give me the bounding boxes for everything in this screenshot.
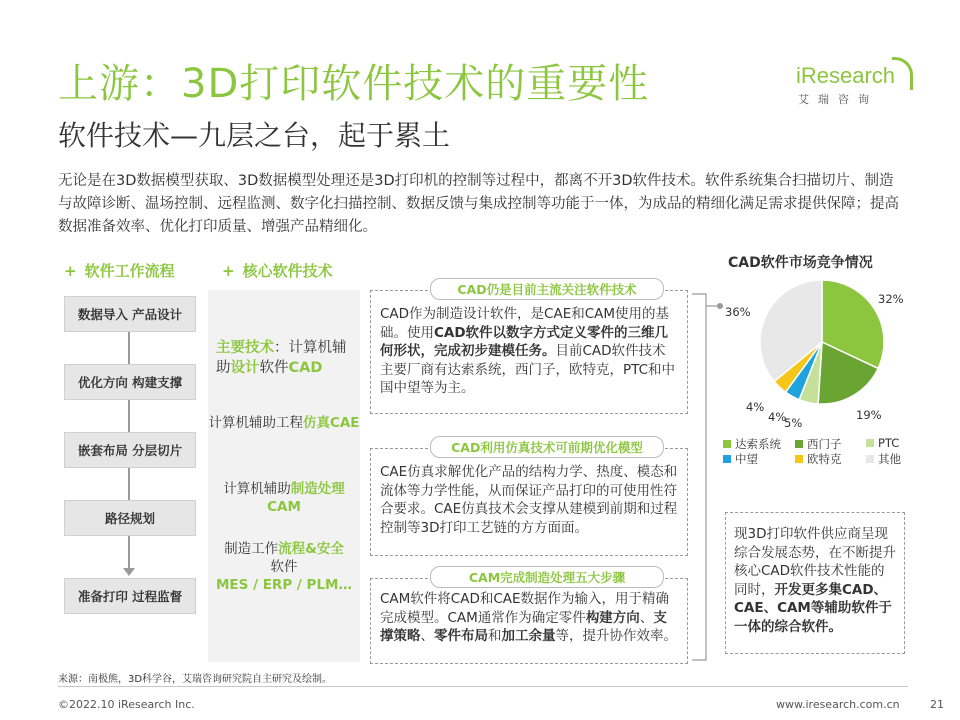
core-flow-highlight: 流程&安全	[278, 541, 344, 557]
cae-box	[370, 448, 688, 556]
legend-swatch	[795, 455, 803, 463]
legend-swatch	[795, 440, 803, 448]
summary-text-1: 现3D打印软件供应商呈现综合发展态势，在不断提升核心CAD软件技术性能的同时，	[734, 526, 896, 598]
cad-tag: CAD仍是目前主流关注软件技术	[430, 278, 664, 300]
legend-siemens	[795, 436, 842, 452]
bracket-connector	[688, 290, 728, 665]
legend-label: 达索系统	[735, 437, 781, 451]
legend-swatch	[866, 455, 874, 463]
workflow-heading-text: 软件工作流程	[84, 262, 175, 280]
cam-bold-2: 支撑策略	[380, 609, 667, 644]
pie-label-siemens: 19%	[856, 408, 882, 422]
cam-text-2: 等，提升协作效率。	[555, 628, 677, 644]
summary-bold: 开发更多集CAD、CAE、CAM等辅助软件于一体的综合软件。	[734, 581, 892, 635]
cam-box	[370, 578, 688, 664]
core-main-text: ：计算机辅助	[216, 340, 347, 376]
logo-swoosh-icon	[892, 57, 913, 90]
arrow-down-icon	[123, 568, 135, 576]
core-main-cad: CAD	[288, 360, 323, 376]
pie-label-others: 36%	[725, 305, 751, 319]
pie-label-zwsoft: 4%	[746, 400, 765, 414]
summary-box	[725, 512, 905, 654]
core-flow-text: 制造工作	[224, 541, 279, 557]
cam-tag: CAM完成制造处理五大步骤	[430, 566, 664, 588]
core-cae-text: 计算机辅助工程	[208, 415, 303, 431]
legend-autodesk	[795, 451, 842, 467]
legend-swatch	[866, 439, 874, 447]
legend-label: 其他	[878, 452, 901, 466]
pie-label-dassault: 32%	[878, 292, 904, 306]
core-heading	[222, 260, 333, 281]
workflow-step: 路径规划	[64, 500, 196, 536]
footer-divider	[58, 686, 908, 687]
legend-label: 中望	[735, 452, 758, 466]
core-cam-text: 计算机辅助	[223, 481, 291, 497]
core-main-tech	[216, 338, 356, 378]
pie-label-autodesk: 4%	[768, 410, 787, 424]
cam-sep-1: 、	[639, 609, 654, 626]
intro-paragraph: 无论是在3D数据模型获取、3D数据模型处理还是3D打印机的控制等过程中，都离不开3D软件技术。软件系统集合扫描切片、制造与故障诊断、温场控制、远程监测、数字化扫描控制、数据反馈与集成控制等功能于一体，为成品的精细化满足需求提供保障；提高数据准备效率、优化打印质量、增强产品精细化。	[58, 173, 899, 235]
workflow-step: 准备打印 过程监督	[64, 578, 196, 614]
cae-box-text: CAE仿真求解优化产品的结构力学、热度、模态和流体等力学性能，从而保证产品打印的可使用性符合要求。CAE仿真技术会支撑从建模到前期和过程控制等3D打印工艺链的方方面面。	[380, 464, 678, 536]
logo-word: iResearch	[796, 63, 896, 88]
pie-title: CAD软件市场竞争情况	[728, 255, 873, 271]
iresearch-logo	[788, 55, 912, 111]
legend-zwsoft	[723, 451, 758, 467]
core-main-highlight: 设计	[230, 360, 260, 376]
cam-bold-1: 构建方向	[585, 609, 640, 626]
cad-text-2: 目前CAD软件技术主要厂商有达索系统，西门子，欧特克，PTC和中国中望等为主。	[380, 343, 676, 396]
cam-box-text	[380, 590, 679, 646]
pie-label-ptc: 5%	[784, 416, 803, 430]
workflow-step: 优化方向 构建支撑	[64, 364, 196, 400]
core-flow-text2: 软件	[270, 559, 298, 575]
logo-sub: 艾瑞咨询	[798, 93, 878, 106]
cam-bold-4: 加工余量	[501, 628, 556, 644]
legend-label: PTC	[878, 436, 900, 450]
cad-box-text	[380, 305, 679, 398]
core-flow-highlight2: MES / ERP / PLM…	[216, 577, 352, 593]
core-heading-text: 核心软件技术	[242, 262, 333, 280]
core-cam-highlight: 制造处理CAM	[267, 481, 345, 515]
cam-sep-2: 、	[420, 628, 434, 644]
flow-connector	[128, 534, 130, 572]
legend-others	[866, 451, 901, 467]
plus-icon: +	[64, 262, 77, 280]
plus-icon: +	[222, 262, 235, 280]
legend-dassault	[723, 436, 781, 452]
core-main-text2: 软件	[259, 360, 289, 376]
workflow-step: 数据导入 产品设计	[64, 296, 196, 332]
legend-label: 欧特克	[807, 452, 842, 466]
core-cae-highlight: 仿真CAE	[302, 415, 360, 431]
core-main-label: 主要技术	[216, 340, 274, 356]
legend-label: 西门子	[807, 437, 842, 451]
site-url: www.iresearch.com.cn	[776, 698, 900, 711]
cad-text-bold: CAD软件以数字方式定义零件的三维几何形状，完成初步建模任务。	[380, 324, 669, 359]
legend-ptc	[866, 436, 899, 450]
page-title: 上游：3D打印软件技术的重要性	[58, 61, 650, 107]
core-cam	[208, 480, 360, 516]
workflow-heading	[64, 260, 175, 281]
workflow-step: 嵌套布局 分层切片	[64, 432, 196, 468]
cad-text-1: CAD作为制造设计软件，是CAE和CAM使用的基础。使用	[380, 306, 670, 341]
cae-tag: CAD利用仿真技术可前期优化模型	[430, 436, 664, 458]
core-flow	[208, 540, 360, 594]
cam-sep-3: 和	[488, 628, 502, 644]
summary-text	[734, 525, 898, 636]
core-cae	[208, 414, 360, 432]
pie-slices	[760, 280, 884, 404]
page-subtitle: 软件技术—九层之台，起于累土	[58, 119, 451, 152]
cam-bold-3: 零件布局	[434, 628, 488, 644]
copyright: ©2022.10 iResearch Inc.	[58, 698, 195, 711]
cam-text-1: CAM软件将CAD和CAE数据作为输入，用于精确完成模型。CAM通常作为确定零件	[380, 591, 670, 626]
cad-box	[370, 290, 688, 414]
page-number: 21	[930, 698, 944, 711]
source-note: 来源：南极熊，3D科学谷，艾瑞咨询研究院自主研究及绘制。	[58, 674, 333, 685]
